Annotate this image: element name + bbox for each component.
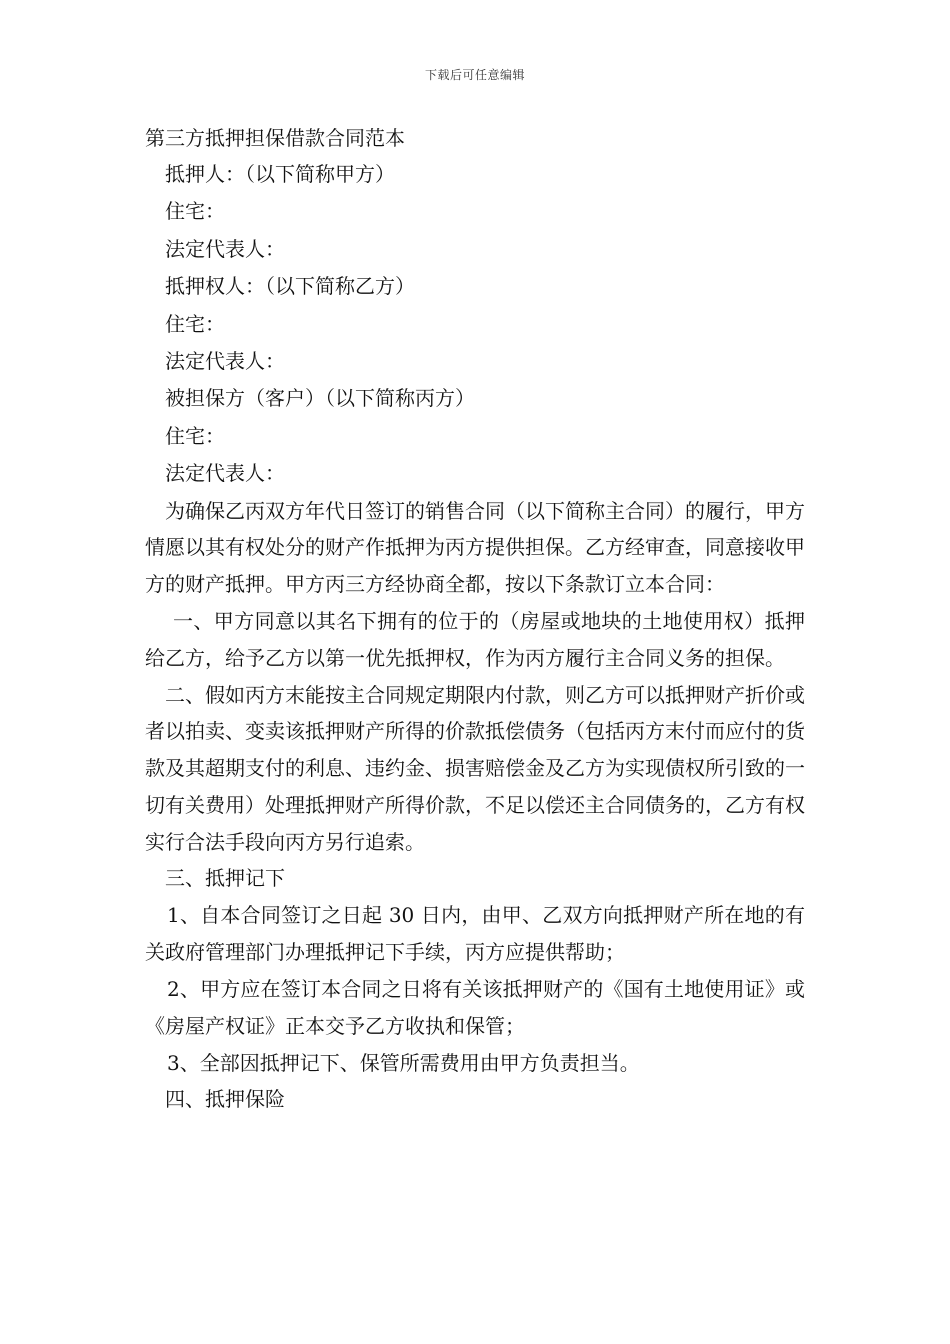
party-mortgagee-representative: 法定代表人： (165, 348, 285, 373)
clause-1-paragraph: 一、甲方同意以其名下拥有的位于的（房屋或地块的土地使用权）抵押给乙方，给予乙方以第一优先抵押权，作为丙方履行主合同义务的担保。 (145, 608, 805, 670)
party-info-block (145, 156, 805, 493)
page-header-note: 下载后可任意编辑 (424, 68, 525, 82)
party-mortgagee-line: 抵押权人：（以下简称乙方） (165, 274, 415, 299)
party-mortgagor-representative: 法定代表人： (165, 236, 285, 261)
section-3-item-2: 2、甲方应在签订本合同之日将有关该抵押财产的《国有土地使用证》或《房屋产权证》正本交予乙方收执和保管； (145, 977, 805, 1038)
contract-document (145, 120, 805, 1118)
section-3-heading: 三、抵押记下 (165, 866, 285, 891)
party-guaranteed-representative: 法定代表人： (165, 461, 285, 486)
party-mortgagee-address: 住宅： (165, 311, 225, 336)
section-4-heading: 四、抵押保险 (165, 1087, 285, 1112)
section-3-item-3: 3、全部因抵押记下、保管所需费用由甲方负责担当。 (167, 1050, 640, 1075)
section-3-item-1: 1、自本合同签订之日起 30 日内，由甲、乙双方向抵押财产所在地的有关政府管理部门办理抵押记下手续，丙方应提供帮助； (145, 903, 805, 965)
party-mortgagor-line: 抵押人：（以下简称甲方） (165, 162, 395, 186)
party-guaranteed-address: 住宅： (165, 423, 225, 448)
clause-2-paragraph: 二、假如丙方末能按主合同规定期限内付款，则乙方可以抵押财产折价或者以拍卖、变卖该抵押财产所得的价款抵偿债务（包括丙方末付而应付的货款及其超期支付的利息、违约金、损害赔偿金及乙方为实现债权所引致的一切有关费用）处理抵押财产所得价款，不足以偿还主合同债务的，乙方有权实行合法手段向丙方另行追索。 (145, 682, 805, 854)
document-title: 第三方抵押担保借款合同范本 (145, 126, 405, 150)
preamble-paragraph: 为确保乙丙双方年代日签订的销售合同（以下简称主合同）的履行，甲方情愿以其有权处分的财产作抵押为丙方提供担保。乙方经审查，同意接收甲方的财产抵押。甲方丙三方经协商全都，按以下条款订立本合同： (145, 498, 805, 597)
party-guaranteed-line: 被担保方（客户）（以下简称丙方） (165, 386, 475, 411)
party-mortgagor-address: 住宅： (165, 199, 225, 224)
